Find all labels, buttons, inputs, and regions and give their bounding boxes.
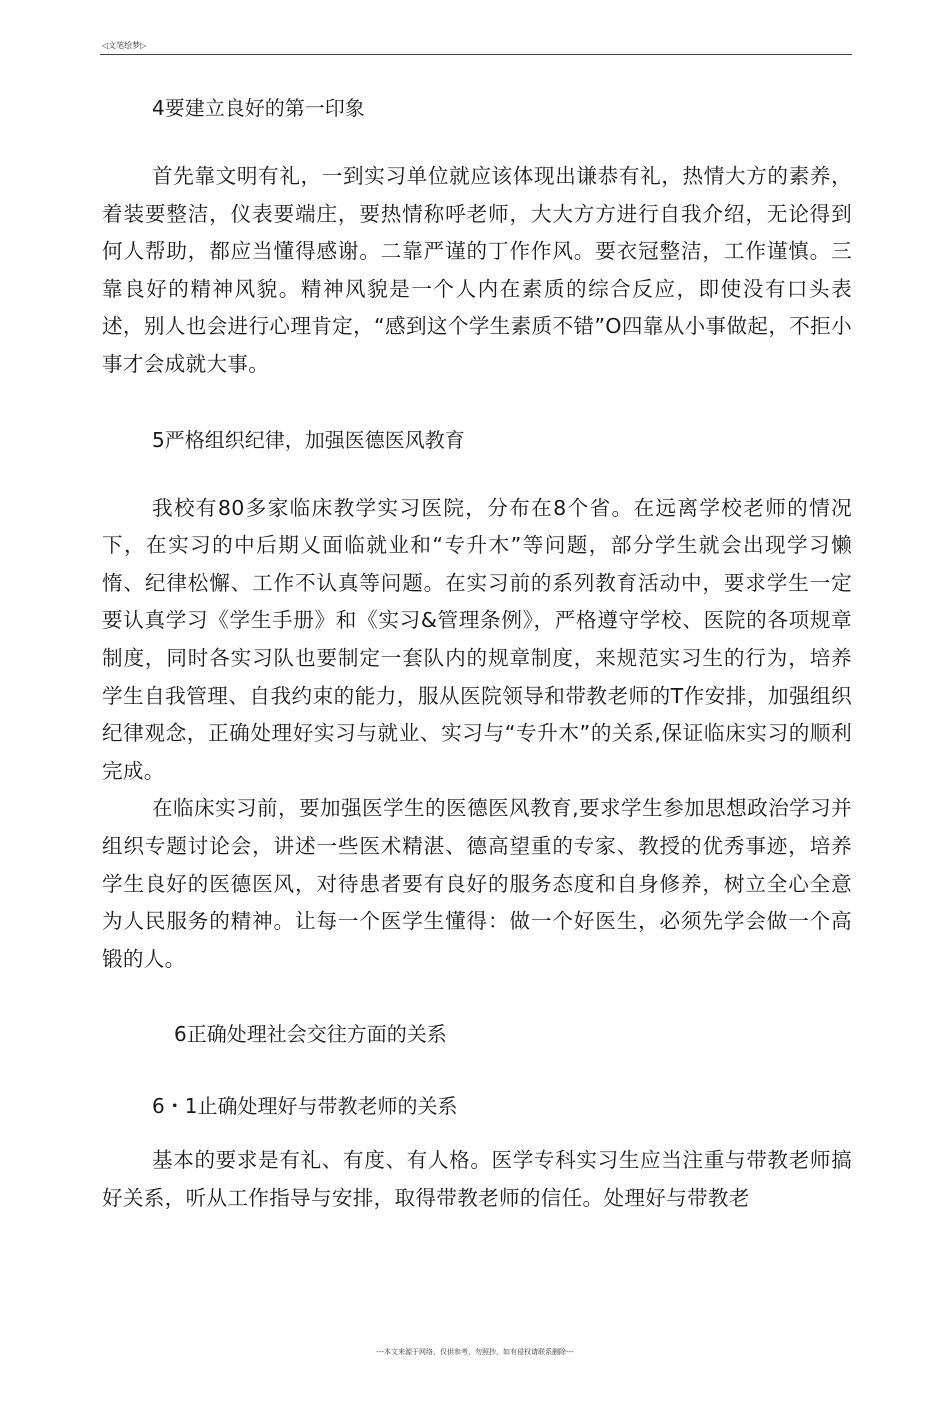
section-heading-5: 5严格组织纪律，加强医德医风教育 <box>152 427 465 452</box>
section-heading-6: 6正确处理社会交往方面的关系 <box>174 1022 447 1047</box>
footer-disclaimer: ---本文来源于网络，仅供参考，勿照抄，如有侵权请联系删除--- <box>376 1348 574 1356</box>
section-5-paragraph-1: 我校有80多家临床教学实习医院，分布在8个省。在远离学校老师的情况下，在实习的中后期乂面临就业和“专升木”等问题，部分学生就会出现学习懒惰、纪律松懈、工作不认真等问题。在实习前的系列教育活动中，要求学生一定要认真学习《学生手册》和《实习&管理条例》，严格遵守学校、医院的各项规章制度，同时各实习队也要制定一套队内的规章制度，来规范实习生的行为，培养学生自我管理、自我约束的能力，服从医院领导和带教老师的T作安排，加强组织纪律观念，正确处理好实习与就业、实习与“专升木”的关系,保证临床实习的顺利完成。 <box>102 495 852 783</box>
document-body <box>102 90 852 1217</box>
section-5-paragraph-2: 在临床实习前，要加强医学生的医德医风教育,要求学生参加思想政治学习并组织专题讨论会，讲述一些医术精湛、德高望重的专家、教授的优秀事迹，培养学生良好的医德医风，对待患者要有良好的服务态度和自身修养，树立全心全意为人民服务的精神。让每一个医学生懂得：做一个好医生，必须先学会做一个高锻的人。 <box>102 796 852 971</box>
section-4-paragraph: 首先靠文明有礼，一到实习单位就应该体现出谦恭有礼，热情大方的素养，着装要整洁，仪表要端庄，要热情称呼老师，大大方方进行自我介绍，无论得到何人帮助，都应当懂得感谢。二靠严谨的丁作作风。要衣冠整洁，工作谨慎。三靠良好的精神风貌。精神风貌是一个人内在素质的综合反应，即使没有口头表述，别人也会进行心理肯定，“感到这个学生素质不错”O四靠从小事做起，不拒小事才会成就大事。 <box>102 164 852 376</box>
section-6-1-paragraph: 基本的要求是有礼、有度、有人格。医学专科实习生应当注重与带教老师搞好关系，听从工作指导与安排，取得带教老师的信任。处理好与带教老 <box>102 1148 852 1210</box>
section-heading-6-1: 6・1止确处理好与带教老师的关系 <box>152 1094 458 1119</box>
header-divider <box>100 54 852 55</box>
section-heading-4: 4要建立良好的第一印象 <box>152 96 365 120</box>
header-mark: ◁文笔绘梦▷ <box>102 41 147 50</box>
